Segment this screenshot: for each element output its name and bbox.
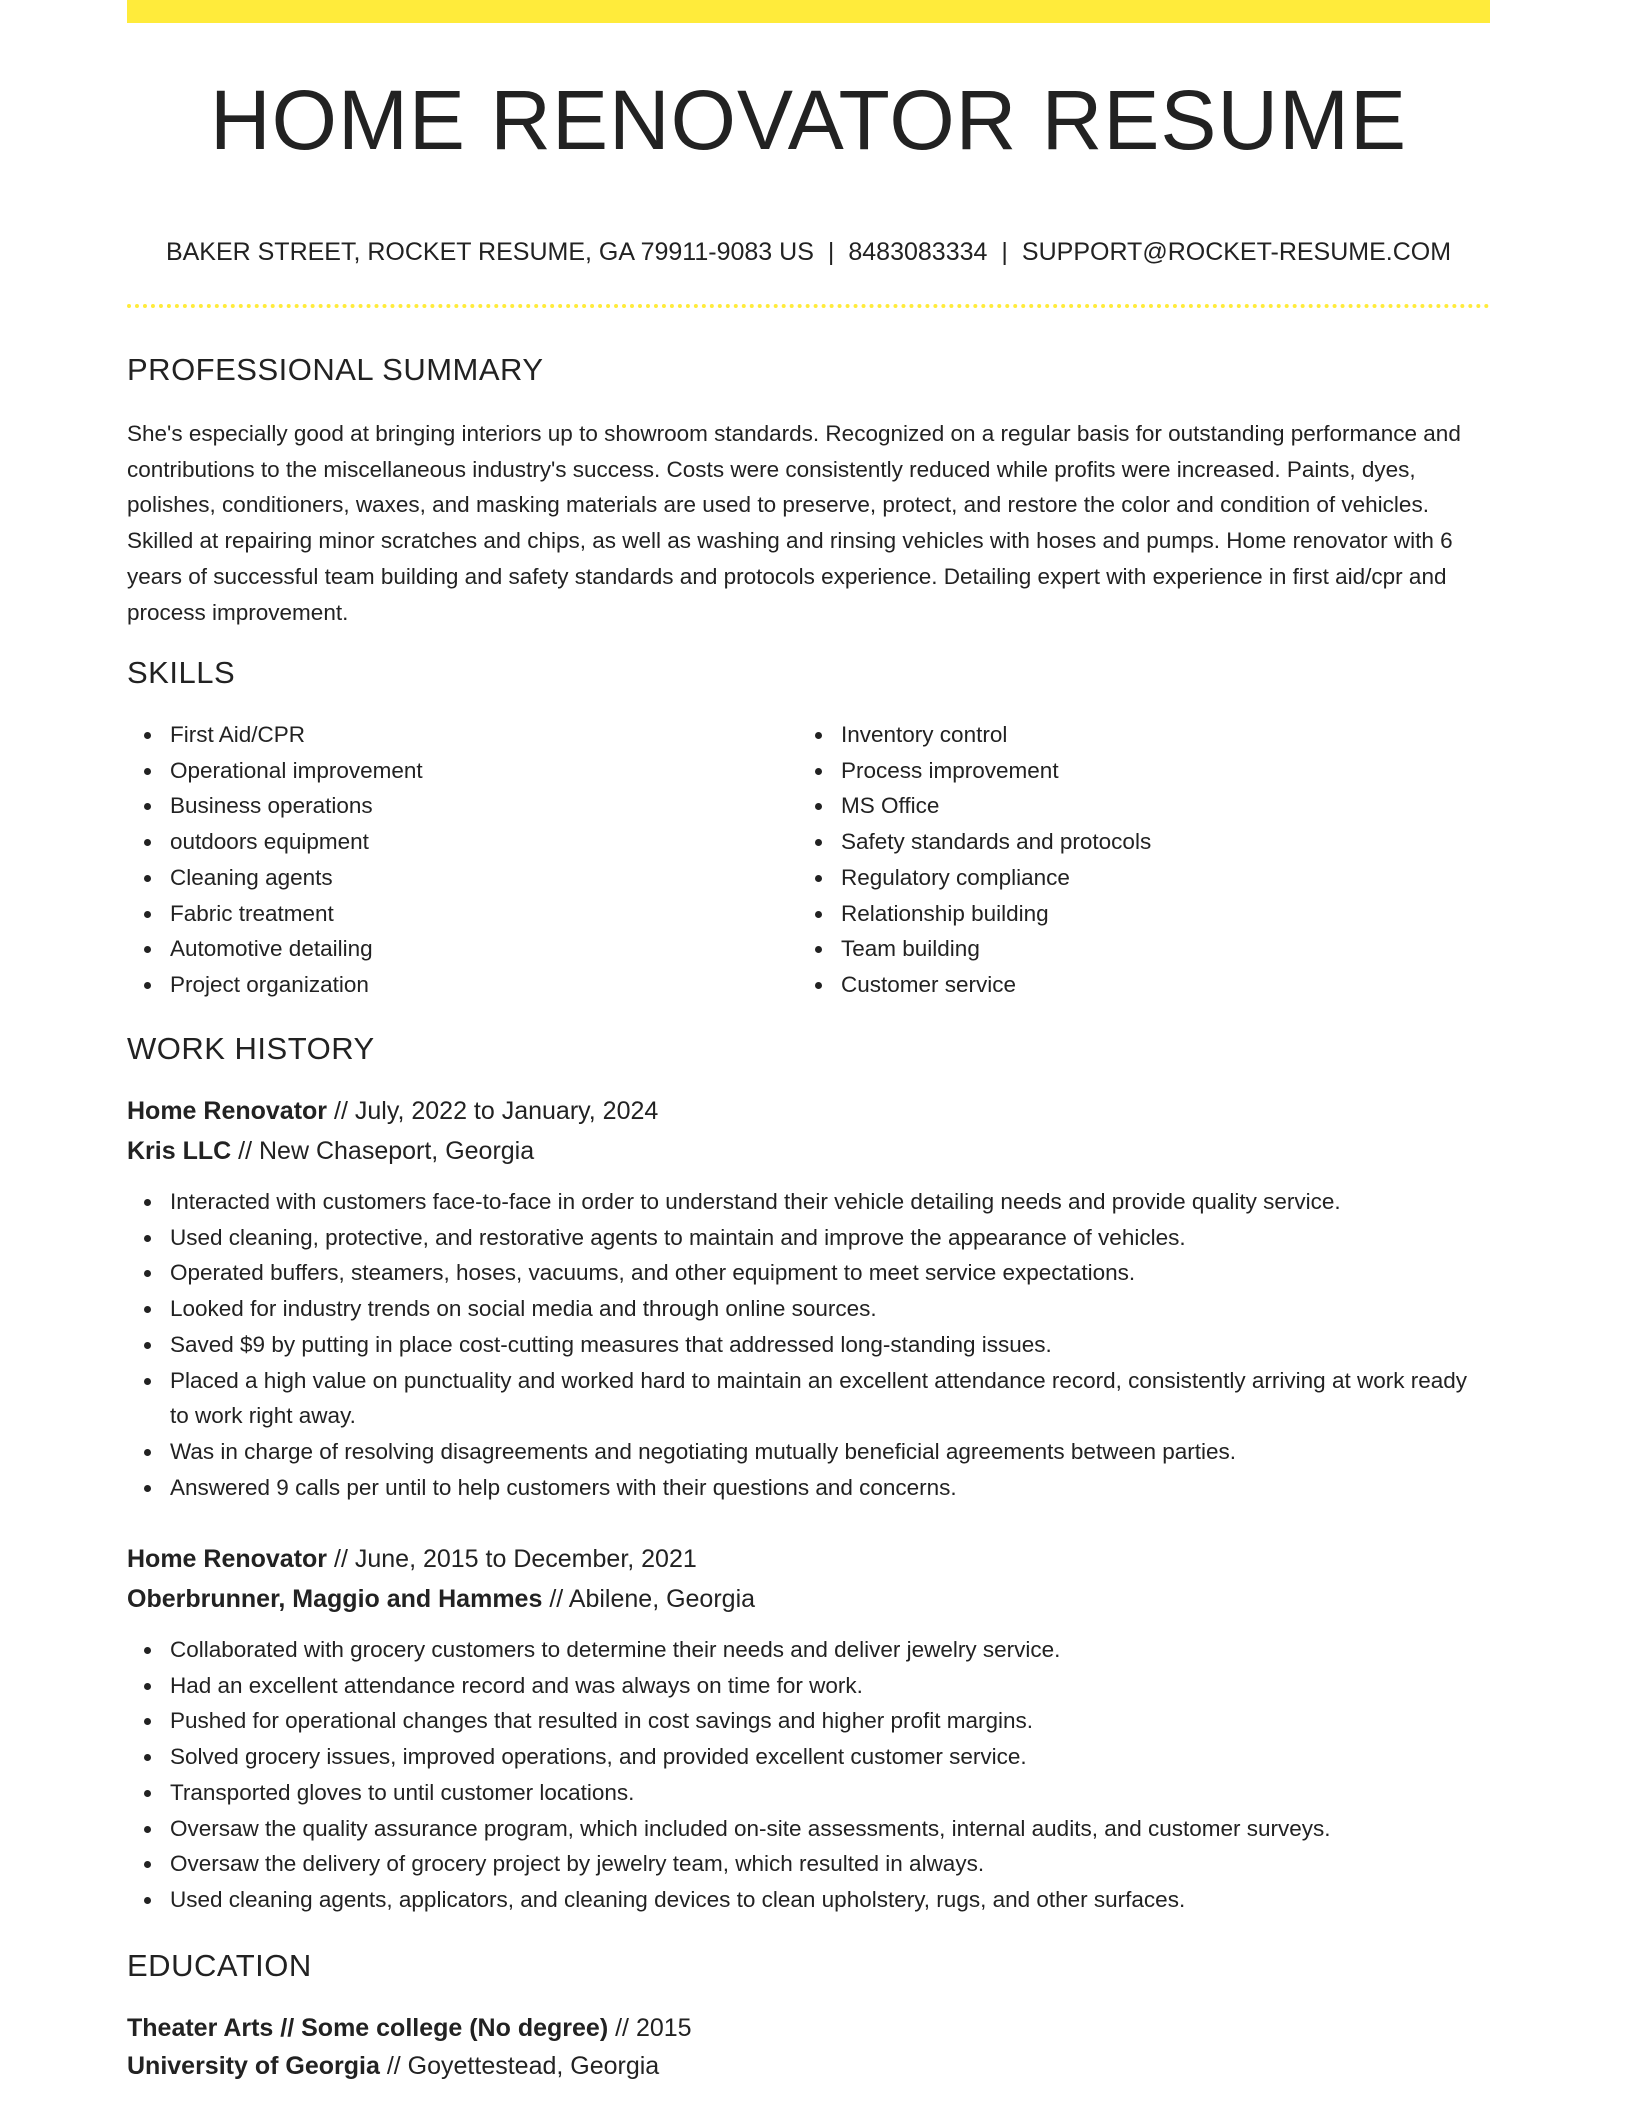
skill-item: Relationship building	[798, 896, 1458, 932]
skill-item: Operational improvement	[127, 753, 787, 789]
education-year: 2015	[635, 2014, 692, 2042]
job-bullet: Had an excellent attendance record and was always on time for work.	[127, 1668, 1490, 1704]
job-bullet: Answered 9 calls per until to help customers with their questions and concerns.	[127, 1470, 1490, 1506]
skills-list-right	[798, 717, 1458, 1003]
job-bullets	[127, 1184, 1490, 1505]
work-history-heading: WORK HISTORY	[127, 1031, 375, 1066]
job-separator: //	[549, 1585, 564, 1613]
education-degree-line	[127, 2008, 692, 2048]
education-school-line	[127, 2046, 659, 2086]
job-bullet: Placed a high value on punctuality and worked hard to maintain an excellent attendance record, consistently arriving at work ready to work right away.	[127, 1363, 1490, 1434]
job-bullet: Looked for industry trends on social media and through online sources.	[127, 1291, 1490, 1327]
skills-heading: SKILLS	[127, 655, 236, 690]
education-degree: Theater Arts // Some college (No degree)	[127, 2014, 609, 2042]
job-bullet: Used cleaning agents, applicators, and cleaning devices to clean upholstery, rugs, and other surfaces.	[127, 1882, 1490, 1918]
skill-item: outdoors equipment	[127, 824, 787, 860]
education-separator: //	[615, 2014, 629, 2042]
job-location: New Chaseport, Georgia	[259, 1137, 535, 1165]
skill-item: Regulatory compliance	[798, 860, 1458, 896]
education-separator: //	[386, 2052, 401, 2080]
job-bullet: Oversaw the quality assurance program, which included on-site assessments, internal audits, and customer surveys.	[127, 1811, 1490, 1847]
skill-item: MS Office	[798, 788, 1458, 824]
skill-item: Safety standards and protocols	[798, 824, 1458, 860]
job-bullet: Collaborated with grocery customers to determine their needs and deliver jewelry service.	[127, 1632, 1490, 1668]
skill-item: Team building	[798, 931, 1458, 967]
skills-list-left	[127, 717, 787, 1003]
job-bullets	[127, 1632, 1490, 1918]
job-title-line	[127, 1091, 658, 1131]
skill-item: Customer service	[798, 967, 1458, 1003]
top-accent-bar	[127, 0, 1490, 23]
skill-item: Fabric treatment	[127, 896, 787, 932]
contact-separator: |	[827, 238, 835, 266]
job-company: Oberbrunner, Maggio and Hammes	[127, 1585, 543, 1613]
skills-right-column	[798, 717, 1458, 1003]
education-heading: EDUCATION	[127, 1948, 312, 1983]
job-company-line	[127, 1579, 755, 1619]
job-bullet: Used cleaning, protective, and restorative agents to maintain and improve the appearance of vehicles.	[127, 1220, 1490, 1256]
skill-item: Inventory control	[798, 717, 1458, 753]
skill-item: Business operations	[127, 788, 787, 824]
job-separator: //	[238, 1137, 253, 1165]
address: BAKER STREET, ROCKET RESUME, GA 79911-9083 US	[165, 238, 814, 266]
job-separator: //	[334, 1545, 348, 1573]
job-bullet: Transported gloves to until customer locations.	[127, 1775, 1490, 1811]
education-location: Goyettestead, Georgia	[407, 2052, 660, 2080]
dotted-divider	[127, 304, 1490, 308]
job-bullet: Interacted with customers face-to-face in order to understand their vehicle detailing needs and provide quality service.	[127, 1184, 1490, 1220]
contact-line	[127, 238, 1490, 267]
contact-separator: |	[1001, 238, 1008, 266]
phone: 8483083334	[848, 238, 988, 266]
job-dates: July, 2022 to January, 2024	[354, 1097, 659, 1125]
job-role: Home Renovator	[127, 1545, 328, 1573]
job-bullet: Operated buffers, steamers, hoses, vacuums, and other equipment to meet service expectations.	[127, 1255, 1490, 1291]
job-bullet: Oversaw the delivery of grocery project by jewelry team, which resulted in always.	[127, 1846, 1490, 1882]
job-title-line	[127, 1539, 697, 1579]
job-bullet: Pushed for operational changes that resulted in cost savings and higher profit margins.	[127, 1703, 1490, 1739]
skills-left-column	[127, 717, 787, 1003]
job-role: Home Renovator	[127, 1097, 328, 1125]
skill-item: Cleaning agents	[127, 860, 787, 896]
job-bullet: Was in charge of resolving disagreements and negotiating mutually beneficial agreements between parties.	[127, 1434, 1490, 1470]
job-location: Abilene, Georgia	[568, 1585, 756, 1613]
summary-text: She's especially good at bringing interiors up to showroom standards. Recognized on a regular basis for outstanding performance and contributions to the miscellaneous industry's success. Costs were consistently reduced while profits were increased. Paints, dyes, polishes, conditioners, waxes, and masking materials are used to preserve, protect, and restore the color and condition of vehicles. Skilled at repairing minor scratches and chips, as well as washing and rinsing vehicles with hoses and pumps. Home renovator with 6 years of successful team building and safety standards and protocols experience. Detailing expert with experience in first aid/cpr and process improvement.	[127, 421, 1461, 625]
job-company: Kris LLC	[127, 1137, 232, 1165]
skill-item: Automotive detailing	[127, 931, 787, 967]
resume-title: HOME RENOVATOR RESUME	[209, 73, 1408, 167]
job-company-line	[127, 1131, 534, 1171]
job-separator: //	[334, 1097, 348, 1125]
job-bullet: Saved $9 by putting in place cost-cutting measures that addressed long-standing issues.	[127, 1327, 1490, 1363]
job-bullet: Solved grocery issues, improved operations, and provided excellent customer service.	[127, 1739, 1490, 1775]
skill-item: Process improvement	[798, 753, 1458, 789]
job-dates: June, 2015 to December, 2021	[354, 1545, 697, 1573]
skill-item: First Aid/CPR	[127, 717, 787, 753]
email: SUPPORT@ROCKET-RESUME.COM	[1021, 238, 1452, 266]
summary-heading: PROFESSIONAL SUMMARY	[127, 352, 544, 387]
skill-item: Project organization	[127, 967, 787, 1003]
education-school: University of Georgia	[127, 2052, 380, 2080]
